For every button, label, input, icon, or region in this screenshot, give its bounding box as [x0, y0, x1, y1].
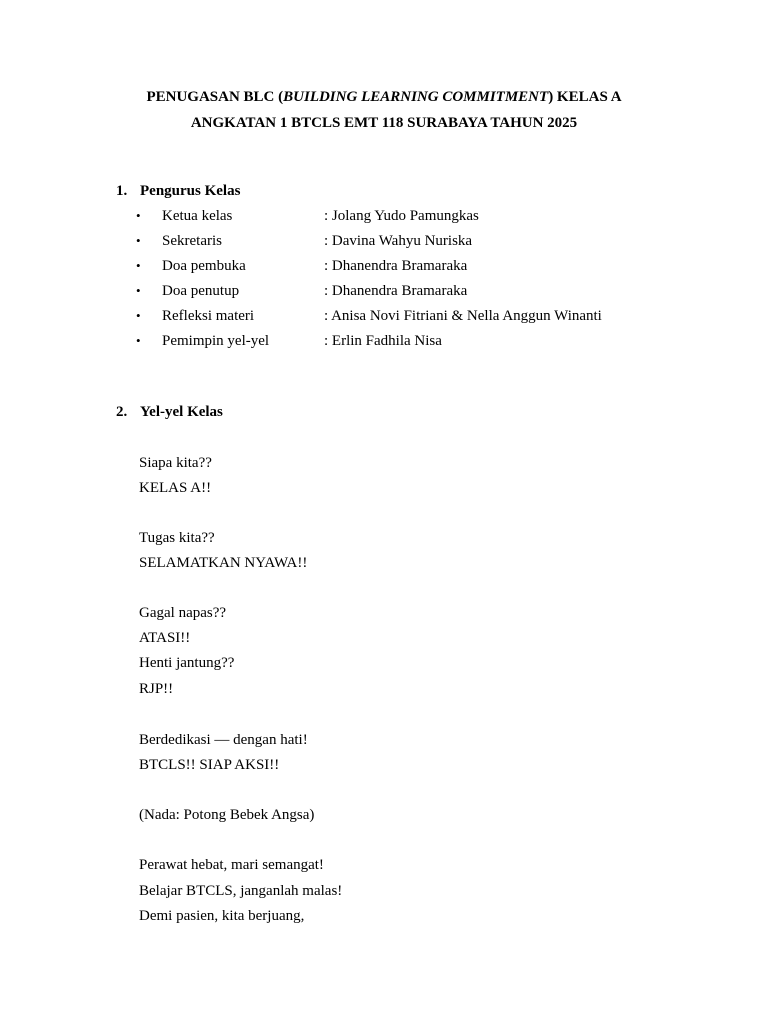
officer-name: : Dhanendra Bramaraka: [324, 283, 468, 299]
bullet-icon: •: [136, 308, 141, 323]
officer-role: Ketua kelas: [162, 208, 233, 224]
officer-name: : Anisa Novi Fitriani & Nella Anggun Winanti: [324, 308, 602, 324]
officer-role: Sekretaris: [162, 233, 222, 249]
officer-row: [136, 281, 696, 301]
yel-line: BTCLS!! SIAP AKSI!!: [139, 757, 280, 773]
yel-line: SELAMATKAN NYAWA!!: [139, 555, 308, 571]
officer-row: [136, 331, 696, 351]
yel-line: Gagal napas??: [139, 605, 227, 621]
yel-line: Tugas kita??: [139, 530, 215, 546]
officer-row: [136, 206, 696, 226]
officer-name: : Dhanendra Bramaraka: [324, 258, 468, 274]
officer-role: Doa penutup: [162, 283, 240, 299]
officer-row: [136, 256, 696, 276]
section-1-title: Pengurus Kelas: [140, 183, 241, 199]
bullet-icon: •: [136, 233, 141, 248]
officer-role: Doa pembuka: [162, 258, 246, 274]
bullet-icon: •: [136, 283, 141, 298]
title-suffix: ) KELAS A: [548, 89, 622, 105]
yel-line: Henti jantung??: [139, 655, 235, 671]
officer-row: [136, 231, 696, 251]
bullet-icon: •: [136, 208, 141, 223]
title-italic-phrase: BUILDING LEARNING COMMITMENT: [283, 89, 549, 105]
officer-name: : Jolang Yudo Pamungkas: [324, 208, 479, 224]
yel-line: Siapa kita??: [139, 455, 212, 471]
officer-name: : Davina Wahyu Nuriska: [324, 233, 473, 249]
section-2-number: 2.: [116, 404, 128, 420]
document-title-line-1: [0, 87, 768, 107]
yel-line: Demi pasien, kita berjuang,: [139, 908, 305, 924]
officer-role: Pemimpin yel-yel: [162, 333, 270, 349]
bullet-icon: •: [136, 333, 141, 348]
yel-line: Berdedikasi — dengan hati!: [139, 732, 308, 748]
section-1-number: 1.: [116, 183, 128, 199]
section-2-title: Yel-yel Kelas: [140, 404, 223, 420]
yel-line: KELAS A!!: [139, 480, 212, 496]
officer-name: : Erlin Fadhila Nisa: [324, 333, 442, 349]
title-prefix: PENUGASAN BLC (: [146, 89, 284, 105]
section-2-heading: [116, 402, 223, 422]
section-1-heading: [116, 181, 240, 201]
yel-line: RJP!!: [139, 681, 174, 697]
officer-role: Refleksi materi: [162, 308, 255, 324]
yel-line: (Nada: Potong Bebek Angsa): [139, 807, 315, 823]
officer-row: [136, 306, 696, 326]
document-title-line-2: ANGKATAN 1 BTCLS EMT 118 SURABAYA TAHUN 2025: [190, 115, 578, 131]
yel-line: Belajar BTCLS, janganlah malas!: [139, 883, 343, 899]
bullet-icon: •: [136, 258, 141, 273]
yel-line: ATASI!!: [139, 630, 191, 646]
yel-line: Perawat hebat, mari semangat!: [139, 857, 324, 873]
